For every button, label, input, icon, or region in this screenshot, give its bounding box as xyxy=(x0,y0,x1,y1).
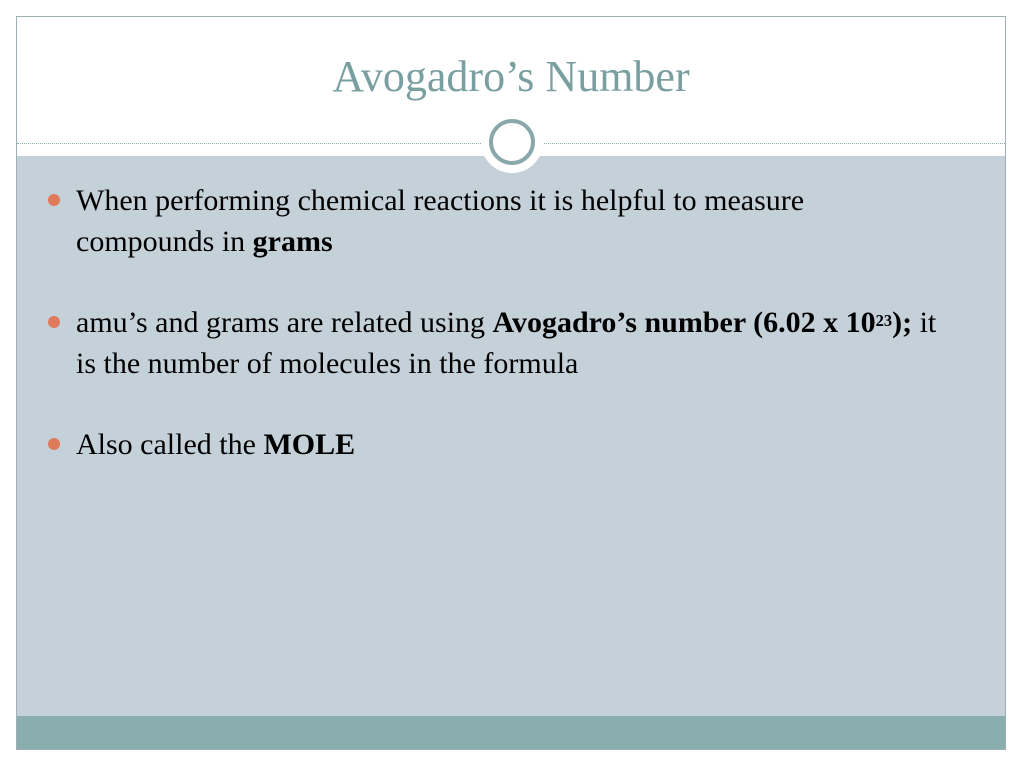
bullet-bold-text-end: ); xyxy=(892,306,913,339)
bullet-dot-icon xyxy=(48,194,60,206)
bullet-text-end: it is the number of molecules in the formula xyxy=(76,306,937,380)
bullet-item-avogadro xyxy=(46,302,946,384)
bullet-dot-icon xyxy=(48,438,60,450)
bullet-dot-icon xyxy=(48,316,60,328)
bullet-bold-text: Avogadro’s number (6.02 x 10 xyxy=(492,306,876,339)
bullet-item-grams xyxy=(46,180,946,262)
bullet-text: amu’s and grams are related using xyxy=(76,306,493,339)
bullet-text: Also called the xyxy=(76,428,264,461)
ring-icon xyxy=(489,119,535,165)
bullet-text: When performing chemical reactions it is helpful to measure compounds in xyxy=(76,184,805,258)
bullet-list xyxy=(46,180,946,505)
bullet-item-mole xyxy=(46,424,946,465)
bullet-bold-text: MOLE xyxy=(263,428,356,461)
footer-bar xyxy=(17,716,1005,750)
bullet-bold-text: grams xyxy=(252,225,333,258)
exponent: 23 xyxy=(875,311,893,330)
circle-ornament-icon xyxy=(481,111,543,173)
slide-title: Avogadro’s Number xyxy=(332,52,690,101)
